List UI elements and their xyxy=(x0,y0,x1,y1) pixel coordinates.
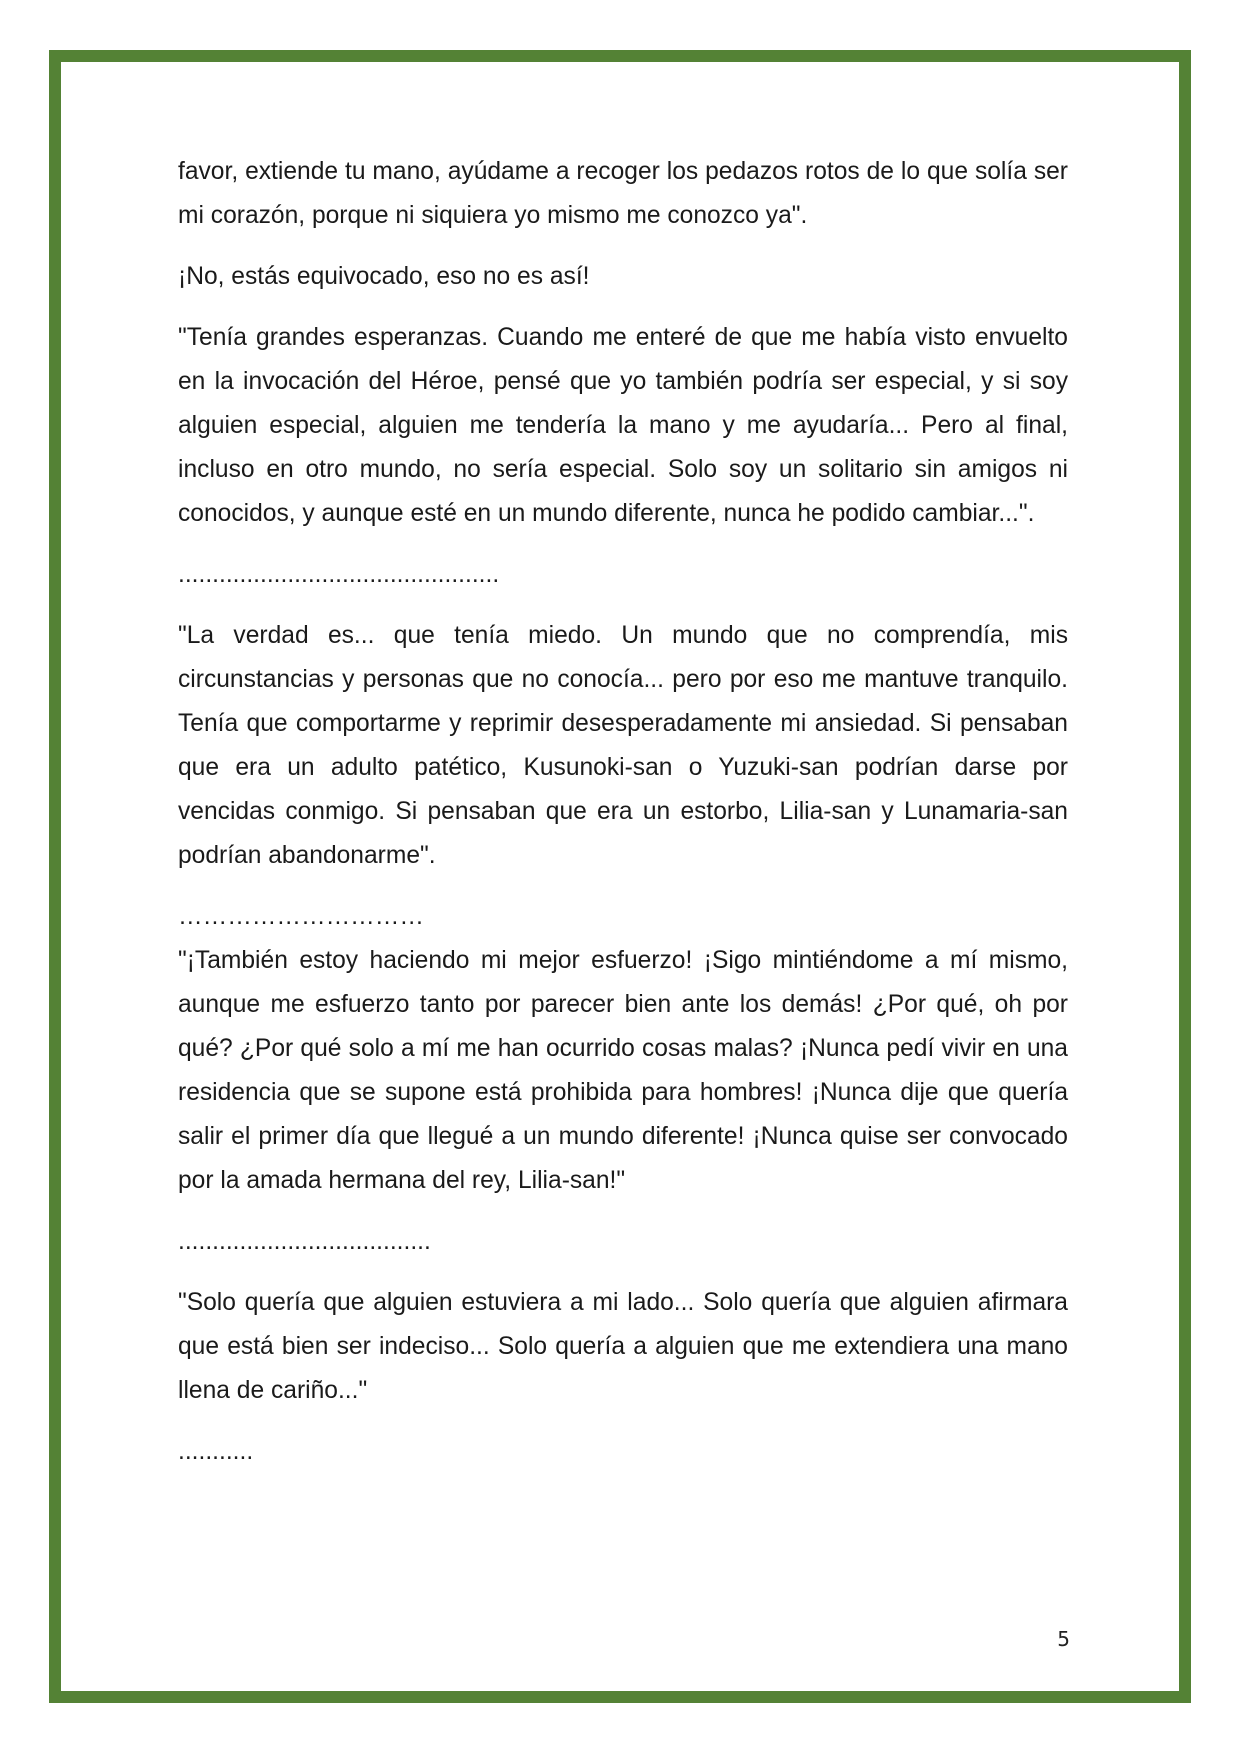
document-body xyxy=(178,150,1068,1491)
page-number: 5 xyxy=(1057,1627,1070,1651)
paragraph-2: ¡No, estás equivocado, eso no es así! xyxy=(178,263,590,290)
paragraph-5: "¡También estoy haciendo mi mejor esfuerzo! ¡Sigo mintiéndome a mí mismo, aunque me esfuerzo tanto por parecer bien ante los demás! ¿Por qué, oh por qué? ¿Por qué solo a mí me han ocurrido cosas malas? ¡Nunca pedí vivir en una residencia que se supone está prohibida para hombres! ¡Nunca dije que quería salir el primer día que llegué a un mundo diferente! ¡Nunca quise ser convocado por la amada hermana del rey, Lilia-san!" xyxy=(178,947,1068,1194)
paragraph-6: "Solo quería que alguien estuviera a mi lado... Solo quería que alguien afirmara que está bien ser indeciso... Solo quería a alguien que me extendiera una mano llena de cariño..." xyxy=(178,1289,1068,1404)
paragraph-4: "La verdad es... que tenía miedo. Un mundo que no comprendía, mis circunstancias y personas que no conocía... pero por eso me mantuve tranquilo. Tenía que comportarme y reprimir desesperadamente mi ansiedad. Si pensaban que era un adulto patético, Kusunoki-san o Yuzuki-san podrían darse por vencidas conmigo. Si pensaban que era un estorbo, Lilia-san y Lunamaria-san podrían abandonarme". xyxy=(178,622,1068,869)
ellipsis-separator-2: ………………………… xyxy=(178,903,424,930)
paragraph-1: favor, extiende tu mano, ayúdame a recoger los pedazos rotos de lo que solía ser mi corazón, porque ni siquiera yo mismo me conozco ya". xyxy=(178,158,1068,229)
ellipsis-separator-3: ..................................... xyxy=(178,1228,431,1255)
paragraph-3: "Tenía grandes esperanzas. Cuando me enteré de que me había visto envuelto en la invocación del Héroe, pensé que yo también podría ser especial, y si soy alguien especial, alguien me tendería la mano y me ayudaría... Pero al final, incluso en otro mundo, no sería especial. Solo soy un solitario sin amigos ni conocidos, y aunque esté en un mundo diferente, nunca he podido cambiar...". xyxy=(178,324,1068,527)
ellipsis-separator-4: ........... xyxy=(178,1438,254,1465)
ellipsis-separator-1: ............................................... xyxy=(178,561,500,588)
